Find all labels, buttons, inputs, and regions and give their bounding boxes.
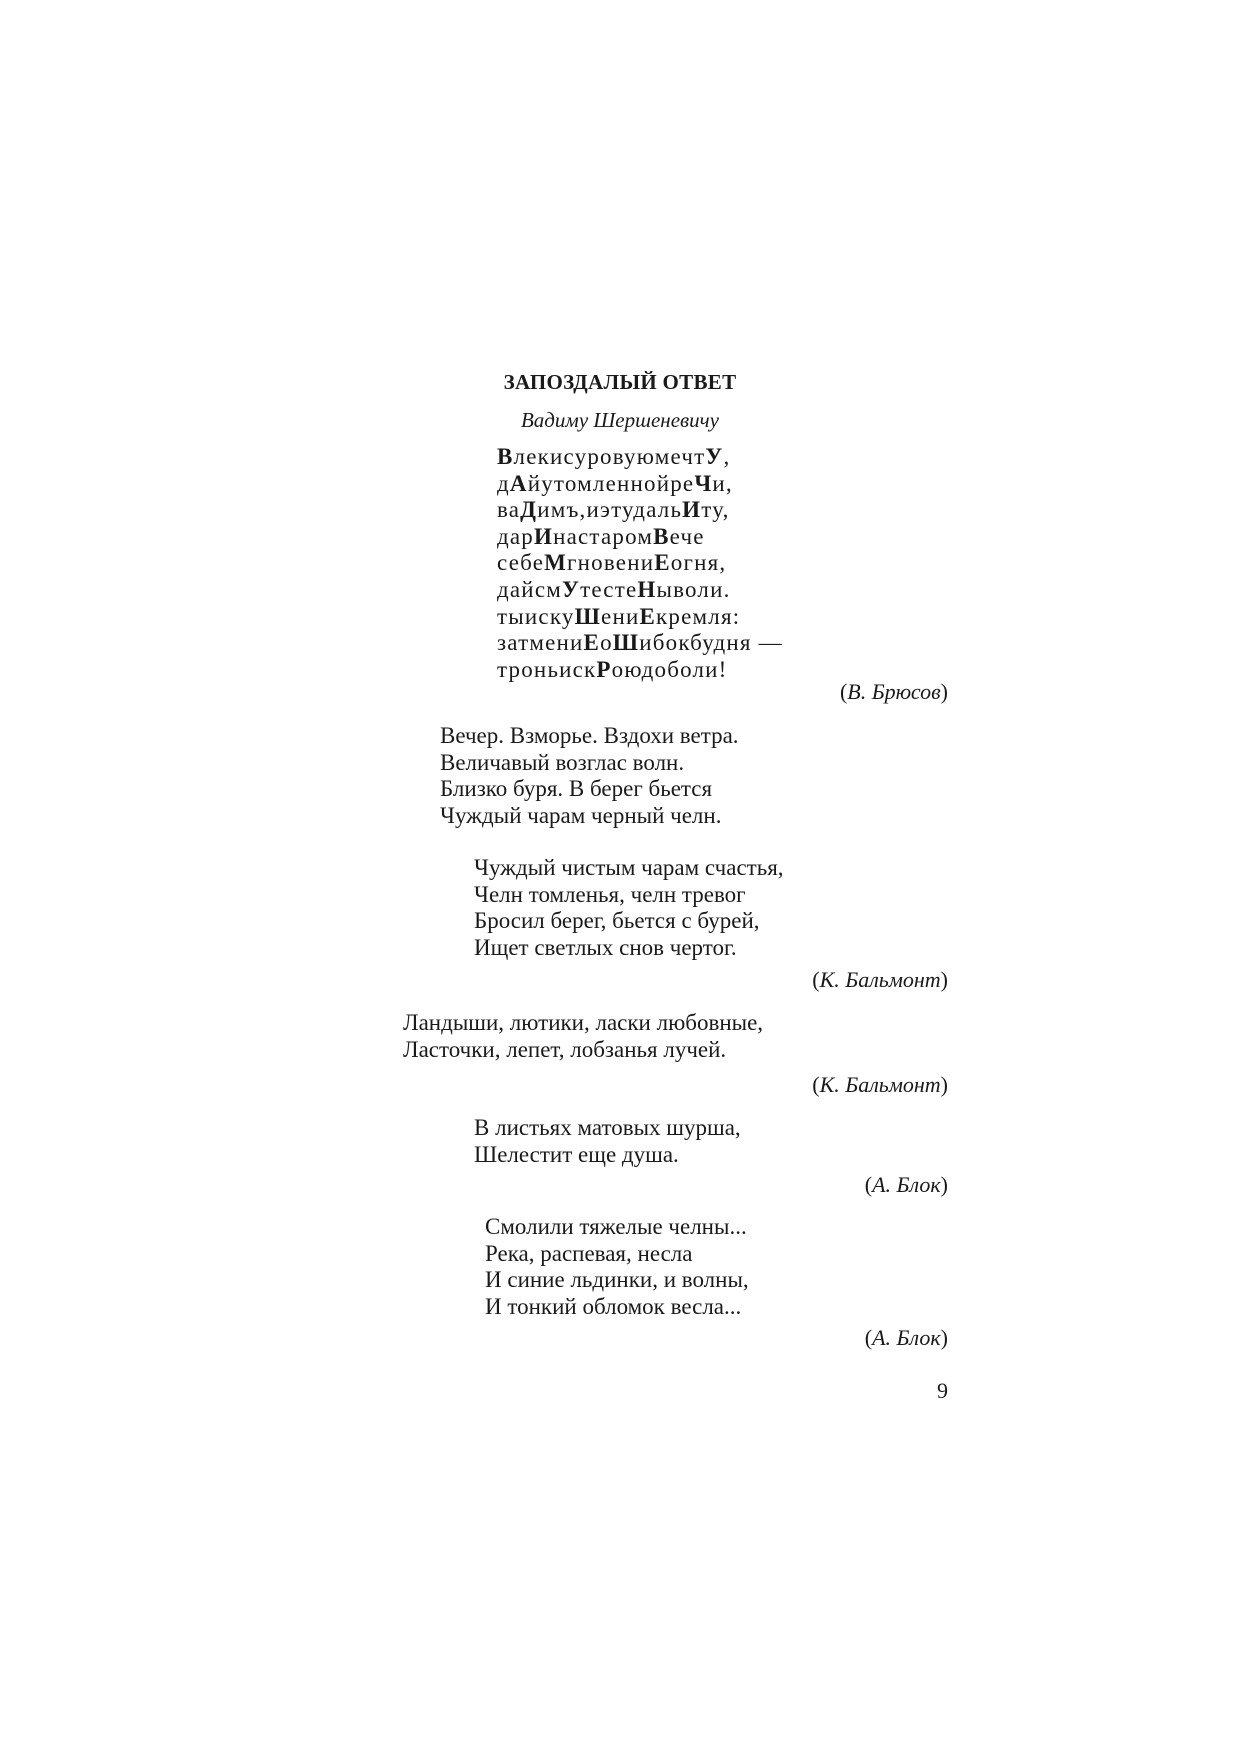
acrostic-bold-letter: У: [705, 444, 724, 469]
acrostic-bold-letter: Е: [654, 550, 671, 576]
verse-line: Величавый возглас волн.: [440, 749, 685, 775]
acrostic-text: ече: [669, 523, 705, 549]
verse-line: Чуждый чистым чарам счастья,: [474, 855, 784, 880]
acrostic-line: [497, 471, 783, 498]
acrostic-bold-letter: И: [682, 497, 702, 523]
acrostic-bold-letter: В: [497, 444, 514, 469]
verse-line: Река, распевая, несла: [485, 1240, 693, 1266]
acrostic-text: ени: [601, 603, 640, 629]
acrostic-text: гновени: [567, 550, 655, 576]
verse-line: И тонкий обломок весла...: [485, 1293, 742, 1319]
acrostic-text: огня,: [670, 550, 727, 576]
attribution-close-paren: ): [940, 1172, 948, 1197]
acrostic-text: ,: [723, 444, 731, 469]
acrostic-bold-letter: Н: [637, 576, 657, 602]
acrostic-text: дар: [497, 523, 535, 549]
acrostic-text: ыволи.: [656, 576, 731, 602]
acrostic-text: оюдоболи!: [611, 656, 728, 682]
stanza-listyah: [474, 1115, 741, 1168]
attribution-balmont-2: [812, 1072, 948, 1098]
acrostic-bold-letter: Р: [596, 656, 612, 682]
attribution-name: А. Блок: [872, 1325, 941, 1350]
acrostic-bold-letter: Д: [520, 497, 538, 523]
attribution-blok-1: [865, 1172, 948, 1198]
acrostic-text: лекисуровуюмечт: [513, 444, 706, 469]
acrostic-text: настаром: [553, 523, 654, 549]
attribution-name: А. Блок: [872, 1172, 941, 1197]
verse-line: В листьях матовых шурша,: [474, 1115, 741, 1140]
attribution-blok-2: [865, 1325, 948, 1351]
attribution-open-paren: (: [839, 679, 848, 704]
page-number: 9: [937, 1378, 948, 1403]
acrostic-bold-letter: Е: [639, 603, 657, 629]
acrostic-bold-letter: Ш: [612, 630, 640, 656]
acrostic-text: троньиск: [497, 656, 597, 682]
acrostic-bold-letter: У: [561, 576, 581, 602]
attribution-balmont-1: [812, 967, 948, 993]
stanza-vecher: [440, 723, 739, 829]
attribution-name: К. Бальмонт: [819, 1072, 941, 1097]
verse-line: Близко буря. В берег бьется: [440, 776, 713, 802]
stanza-chuzhdy: [474, 855, 784, 961]
verse-line: Ландыши, лютики, ласки любовные,: [403, 1010, 764, 1035]
acrostic-text: себе: [497, 550, 545, 576]
acrostic-text: ту,: [701, 497, 730, 523]
acrostic-text: дайсм: [497, 576, 562, 602]
acrostic-bold-letter: В: [653, 523, 670, 549]
acrostic-text: кремля:: [656, 603, 741, 629]
verse-line: Смолили тяжелые челны...: [485, 1214, 747, 1239]
acrostic-line: [497, 524, 783, 551]
acrostic-text: тесте: [580, 576, 638, 602]
acrostic-text: затмени: [497, 630, 584, 656]
acrostic-text: о: [600, 630, 613, 656]
acrostic-line: [497, 577, 783, 604]
attribution-open-paren: (: [812, 967, 820, 992]
acrostic-line: [497, 497, 783, 524]
attribution-close-paren: ): [940, 1072, 948, 1097]
stanza-smolili: [485, 1214, 749, 1320]
attribution-close-paren: ): [940, 679, 948, 704]
acrostic-line: [497, 604, 783, 631]
verse-line: Ищет светлых снов чертог.: [474, 934, 737, 960]
acrostic-bold-letter: Е: [583, 630, 601, 656]
acrostic-text: д: [497, 470, 510, 496]
stanza-landyshi: [403, 1010, 763, 1063]
acrostic-line: [497, 444, 783, 471]
acrostic-line: [497, 550, 783, 577]
attribution-close-paren: ): [940, 1325, 948, 1350]
acrostic-text: тыиску: [497, 603, 575, 629]
acrostic-poem: [497, 444, 783, 683]
attribution-close-paren: ): [940, 967, 948, 992]
poem-title: ЗАПОЗДАЛЫЙ ОТВЕТ: [503, 370, 737, 394]
verse-line: Челн томленья, челн тревог: [474, 881, 746, 907]
acrostic-bold-letter: А: [509, 470, 528, 496]
verse-line: Ласточки, лепет, лобзанья лучей.: [403, 1036, 727, 1062]
verse-line: И синие льдинки, и волны,: [485, 1267, 749, 1293]
attribution-open-paren: (: [864, 1325, 873, 1350]
acrostic-bold-letter: Ш: [574, 603, 602, 629]
acrostic-text: и,: [712, 470, 733, 496]
acrostic-line: [497, 657, 783, 684]
attribution-name: К. Бальмонт: [819, 967, 941, 992]
attribution-name: В. Брюсов: [847, 679, 941, 704]
attribution-brusov: [840, 679, 948, 705]
verse-line: Чуждый чарам черный челн.: [440, 802, 722, 828]
acrostic-text: имъ,иэтудаль: [537, 497, 683, 523]
acrostic-bold-letter: И: [534, 523, 554, 549]
acrostic-bold-letter: М: [544, 550, 568, 576]
verse-line: Бросил берег, бьется с бурей,: [474, 908, 760, 934]
acrostic-text: ибокбудня —: [639, 630, 783, 656]
attribution-open-paren: (: [864, 1172, 873, 1197]
verse-line: Шелестит еще душа.: [474, 1141, 679, 1167]
poem-dedication: Вадиму Шершеневичу: [520, 408, 719, 432]
acrostic-text: ва: [497, 497, 521, 523]
acrostic-line: [497, 630, 783, 657]
acrostic-bold-letter: Ч: [694, 470, 713, 496]
attribution-open-paren: (: [812, 1072, 820, 1097]
verse-line: Вечер. Взморье. Вздохи ветра.: [440, 723, 739, 748]
acrostic-text: йутомленнойре: [527, 470, 695, 496]
